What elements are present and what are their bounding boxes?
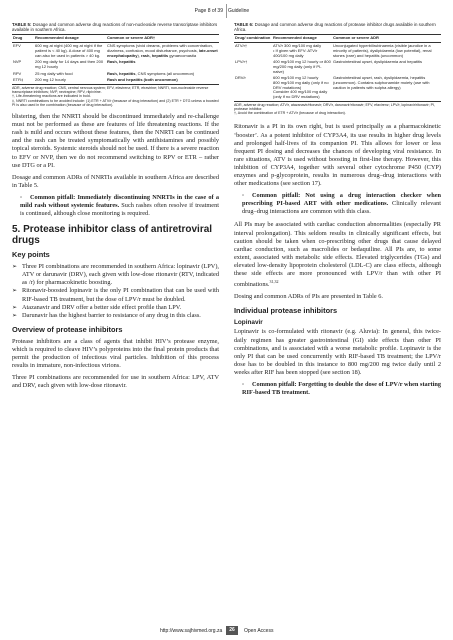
section-heading: 5. Protease inhibitor class of antiretroviral drugs: [12, 224, 213, 247]
subsection-heading: Individual protease inhibitors: [234, 306, 338, 316]
paragraph: Lopinavir is co-formulated with ritonavir (e.g. Aluvia): In general, this twice-daily regimen has greater gastrointestinal (GI) side effects than other PI combinations, and is associated with a worse metabolic profile. Lopinavir is the only PI that can be used concurrently with RIF-based TB treatment; the LPV/r dose has to be doubled in this instance to 800 mg/200 mg twice daily until 2 weeks after RIF has been stopped (see section 18).: [234, 328, 441, 376]
bullet-icon: ◦: [20, 193, 23, 201]
paragraph: blistering, then the NNRTI should be discontinued immediately and re-challenge must not be performed as these are features of life threatening reactions. If the rash is mild and occurs without these features, then the NNRTI can be continued and the rash can be treated symptomatically with antihistamines and possibly topical steroids. Systemic steroids should not be used. If there is a severe reaction to EFV or NVP, then we do not recommend switching to RPV or ETR – rather use DTG or a PI.: [12, 113, 219, 169]
table6-col-drug: Drug/ combination: [234, 35, 272, 43]
pitfall-callout: ◦ Common pitfall: Forgetting to double the dose of LPV/r when starting RIF-based TB treatment.: [242, 380, 441, 397]
paragraph: All PIs may be associated with cardiac conduction abnormalities (especially PR interval prolongation). This seldom results in clinically significant effects, but caution should be taken when co-prescribing other drugs that cause delayed cardiac conduction, such as macrolides or bedaquiline. All PIs are, to some extent, associated with metabolic side effects. Elevated triglycerides (TGs) and elevated low-density lipoprotein cholesterol (LDL-C) are class effects, although these side effects are more pronounced with LPV/r than with other PI combinations.$^{31,32}$: [234, 221, 441, 289]
table-row: ATV/r† ATV/r 300 mg/100 mg daily • If given with EFV: ATV/r 400/100 mg daily Unconjugated hyperbilirubinaemia (visible jaundice in a minority of patients), dyslipidaemia (low potential), renal stones (rare) and hepatitis (uncommon): [235, 43, 432, 58]
paragraph: Protease inhibitors are a class of agents that inhibit HIV’s protease enzyme, which is required to cleave HIV’s polyproteins into the final protein products that permit the production of infectious viral particles. Inhibition of this process results in immature, non-infectious virions.: [12, 337, 219, 370]
adr-text: CNS symptoms (vivid dreams, problems with concentration, dizziness, confusion, mood disturbance, psychosis, late-onset encephalopathy), rash, hepatitis gynaecomastia: [107, 43, 218, 58]
journal-link[interactable]: http://www.sajhivmed.org.za: [160, 628, 223, 634]
table6-col-dosage: Recommended dosage: [272, 35, 332, 43]
list-item: ➢ Three PI combinations are recommended in southern Africa: lopinavir (LPV), ATV or darunavir (DRV), each given with low-dose ritonavir (RTV, indicated as /r) for pharmacokinetic boosting.: [12, 263, 219, 287]
drug-heading: Lopinavir: [234, 319, 263, 327]
table5-col-adr: Common or severe ADR†: [106, 35, 219, 43]
open-access-label: Open Access: [244, 628, 274, 634]
subsection-heading: Overview of protease inhibitors: [12, 324, 123, 334]
table5-col-dosage: Recommended dosage: [34, 35, 106, 43]
table5: [12, 34, 219, 85]
table6-col-adr: Common or severe ADR: [332, 35, 441, 43]
table-cell-adr: [106, 43, 219, 60]
table5-footnotes: ADR, adverse drug reaction; CNS, central nervous system; EFV, efavirenz; ETR, etravirine; NNRTI, non-nucleoside reverse transcriptase inhibitors; NVP, nevirapine; RPV, rilpivirine. †, Life-threatening reactions are indicated in bold. ‡, NNRTI combinations to be avoided include: (1) ETR + ATV/r (because of drug interaction) and (2) ETR + DTG unless a boosted PI is also used in the combination (because of drug interaction).: [12, 86, 219, 107]
table6-caption: TABLE 6: Dosage and common adverse drug reactions of protease inhibitor drugs available in southern Africa.: [234, 22, 436, 33]
section-label: Guideline: [228, 8, 250, 14]
header-divider: [226, 4, 227, 18]
table-row: EFV 600 mg at night (400 mg at night if the patient is < 40 kg). A dose of 400 mg can also be used in patients > 40 kg. CNS symptoms (vivid dreams, problems with concentration, dizziness, confusion, mood disturbance, psychosis, late-onset encephalopathy), rash, hepatitis gynaecomastia: [13, 43, 218, 58]
table-row: DRV/r 600 mg/100 mg 12 hourly 800 mg/100 mg daily (only if no DRV mutations) Consider 400 mg/100 mg daily (only if no DRV mutations) Gastrointestinal upset, rash, dyslipidaemia, hepatitis (uncommon). Contains sulphonamide moiety (use with caution in patients with sulpha allergy): [234, 75, 441, 101]
pitfall-callout: ◦ Common pitfall: Not using a drug interaction checker when prescribing PI-based ART with other medications. Clinically relevant drug–drug interactions are common with this class.: [242, 192, 441, 216]
adr-text-2: Rash, hepatitis, CNS symptoms (all uncommon): [107, 70, 195, 76]
table5-caption: TABLE 5: Dosage and common adverse drug reactions of non-nucleoside reverse transcriptase inhibitors available in southern Africa.: [12, 22, 218, 33]
table-row: ETR‡ 200 mg 12 hourly Rash and hepatitis (both uncommon): [12, 77, 219, 84]
table-row: RPV 25 mg daily with food Rash, hepatitis, CNS symptoms (all uncommon): [12, 71, 219, 78]
key-points-heading: Key points: [12, 250, 50, 260]
page-number: 26: [226, 626, 238, 635]
table-row: NVP 200 mg daily for 14 days and then 200 mg 12 hourly Rash, hepatitis: [13, 59, 136, 69]
paragraph: Three PI combinations are recommended for use in southern Africa: LPV, ATV and DRV, each given with low-dose ritonavir.: [12, 374, 219, 390]
paragraph: Dosage and common ADRs of NNRTIs available in southern Africa are described in Table 5.: [12, 173, 219, 189]
list-item: ➢ Atazanavir and DRV offer a better side effect profile than LPV.: [12, 304, 219, 312]
paragraph: Ritonavir is a PI in its own right, but is used principally as a pharmacokinetic ‘booster’. As a potent inhibitor of CYP3A4, its use results in higher drug levels and prolonged half-lives of its companion PI. This allows for lower or less frequent PI dosing and decreases the chances of developing viral resistance. In rare situations, ATV is used without boosting in first-line therapy. However, this inhibition of CYP3A4, together with several other cytochrome P450 (CYP) enzymes and p-glycoprotein, results in numerous drug–drug interactions with other medications (see section 17).: [234, 123, 441, 188]
key-points-list: [12, 263, 219, 320]
table6: [234, 34, 441, 101]
list-item: ➢ Darunavir has the highest barrier to resistance of any drug in this class.: [12, 312, 219, 320]
list-item: ➢ Ritonavir-boosted lopinavir is the only PI combination that can be used with RIF-based TB treatment, but the dose of LPV/r must be doubled.: [12, 287, 219, 303]
table5-col-drug: Drug: [12, 35, 34, 43]
page-header: [0, 4, 453, 18]
right-column: [234, 22, 441, 402]
table6-footnotes: ADR, adverse drug reaction; ATV/r, atazanavir/ritonavir; DRV/r, darunavir/ritonavir; EFV, efavirenz; LPV/r, lopinavir/ritonavir; PI, protease inhibitor. †, Avoid the combination of ETR + ATV/r (because of drug interaction).: [234, 102, 436, 116]
page-indicator: Page 8 of 39: [194, 8, 223, 14]
page-footer: [0, 626, 453, 636]
pitfall-callout: ◦ Common pitfall: Immediately discontinuing NNRTIs in the case of a mild rash without systemic features. Such rashes often resolve if treatment is continued, although close monitoring is required.: [20, 193, 220, 218]
citation: 31,32: [269, 279, 279, 285]
paragraph: Dosing and common ADRs of PIs are presented in Table 6.: [234, 293, 383, 301]
table-cell-adr-2: [106, 71, 219, 78]
left-column: [12, 22, 219, 394]
table-row: LPV/r† 400 mg/100 mg 12 hourly or 800 mg/200 mg daily (only if PI-naive) Gastrointestinal upset, dyslipidaemia and hepatitis: [235, 59, 422, 74]
bullet-icon: ◦: [242, 380, 245, 388]
bullet-icon: ◦: [242, 192, 245, 200]
